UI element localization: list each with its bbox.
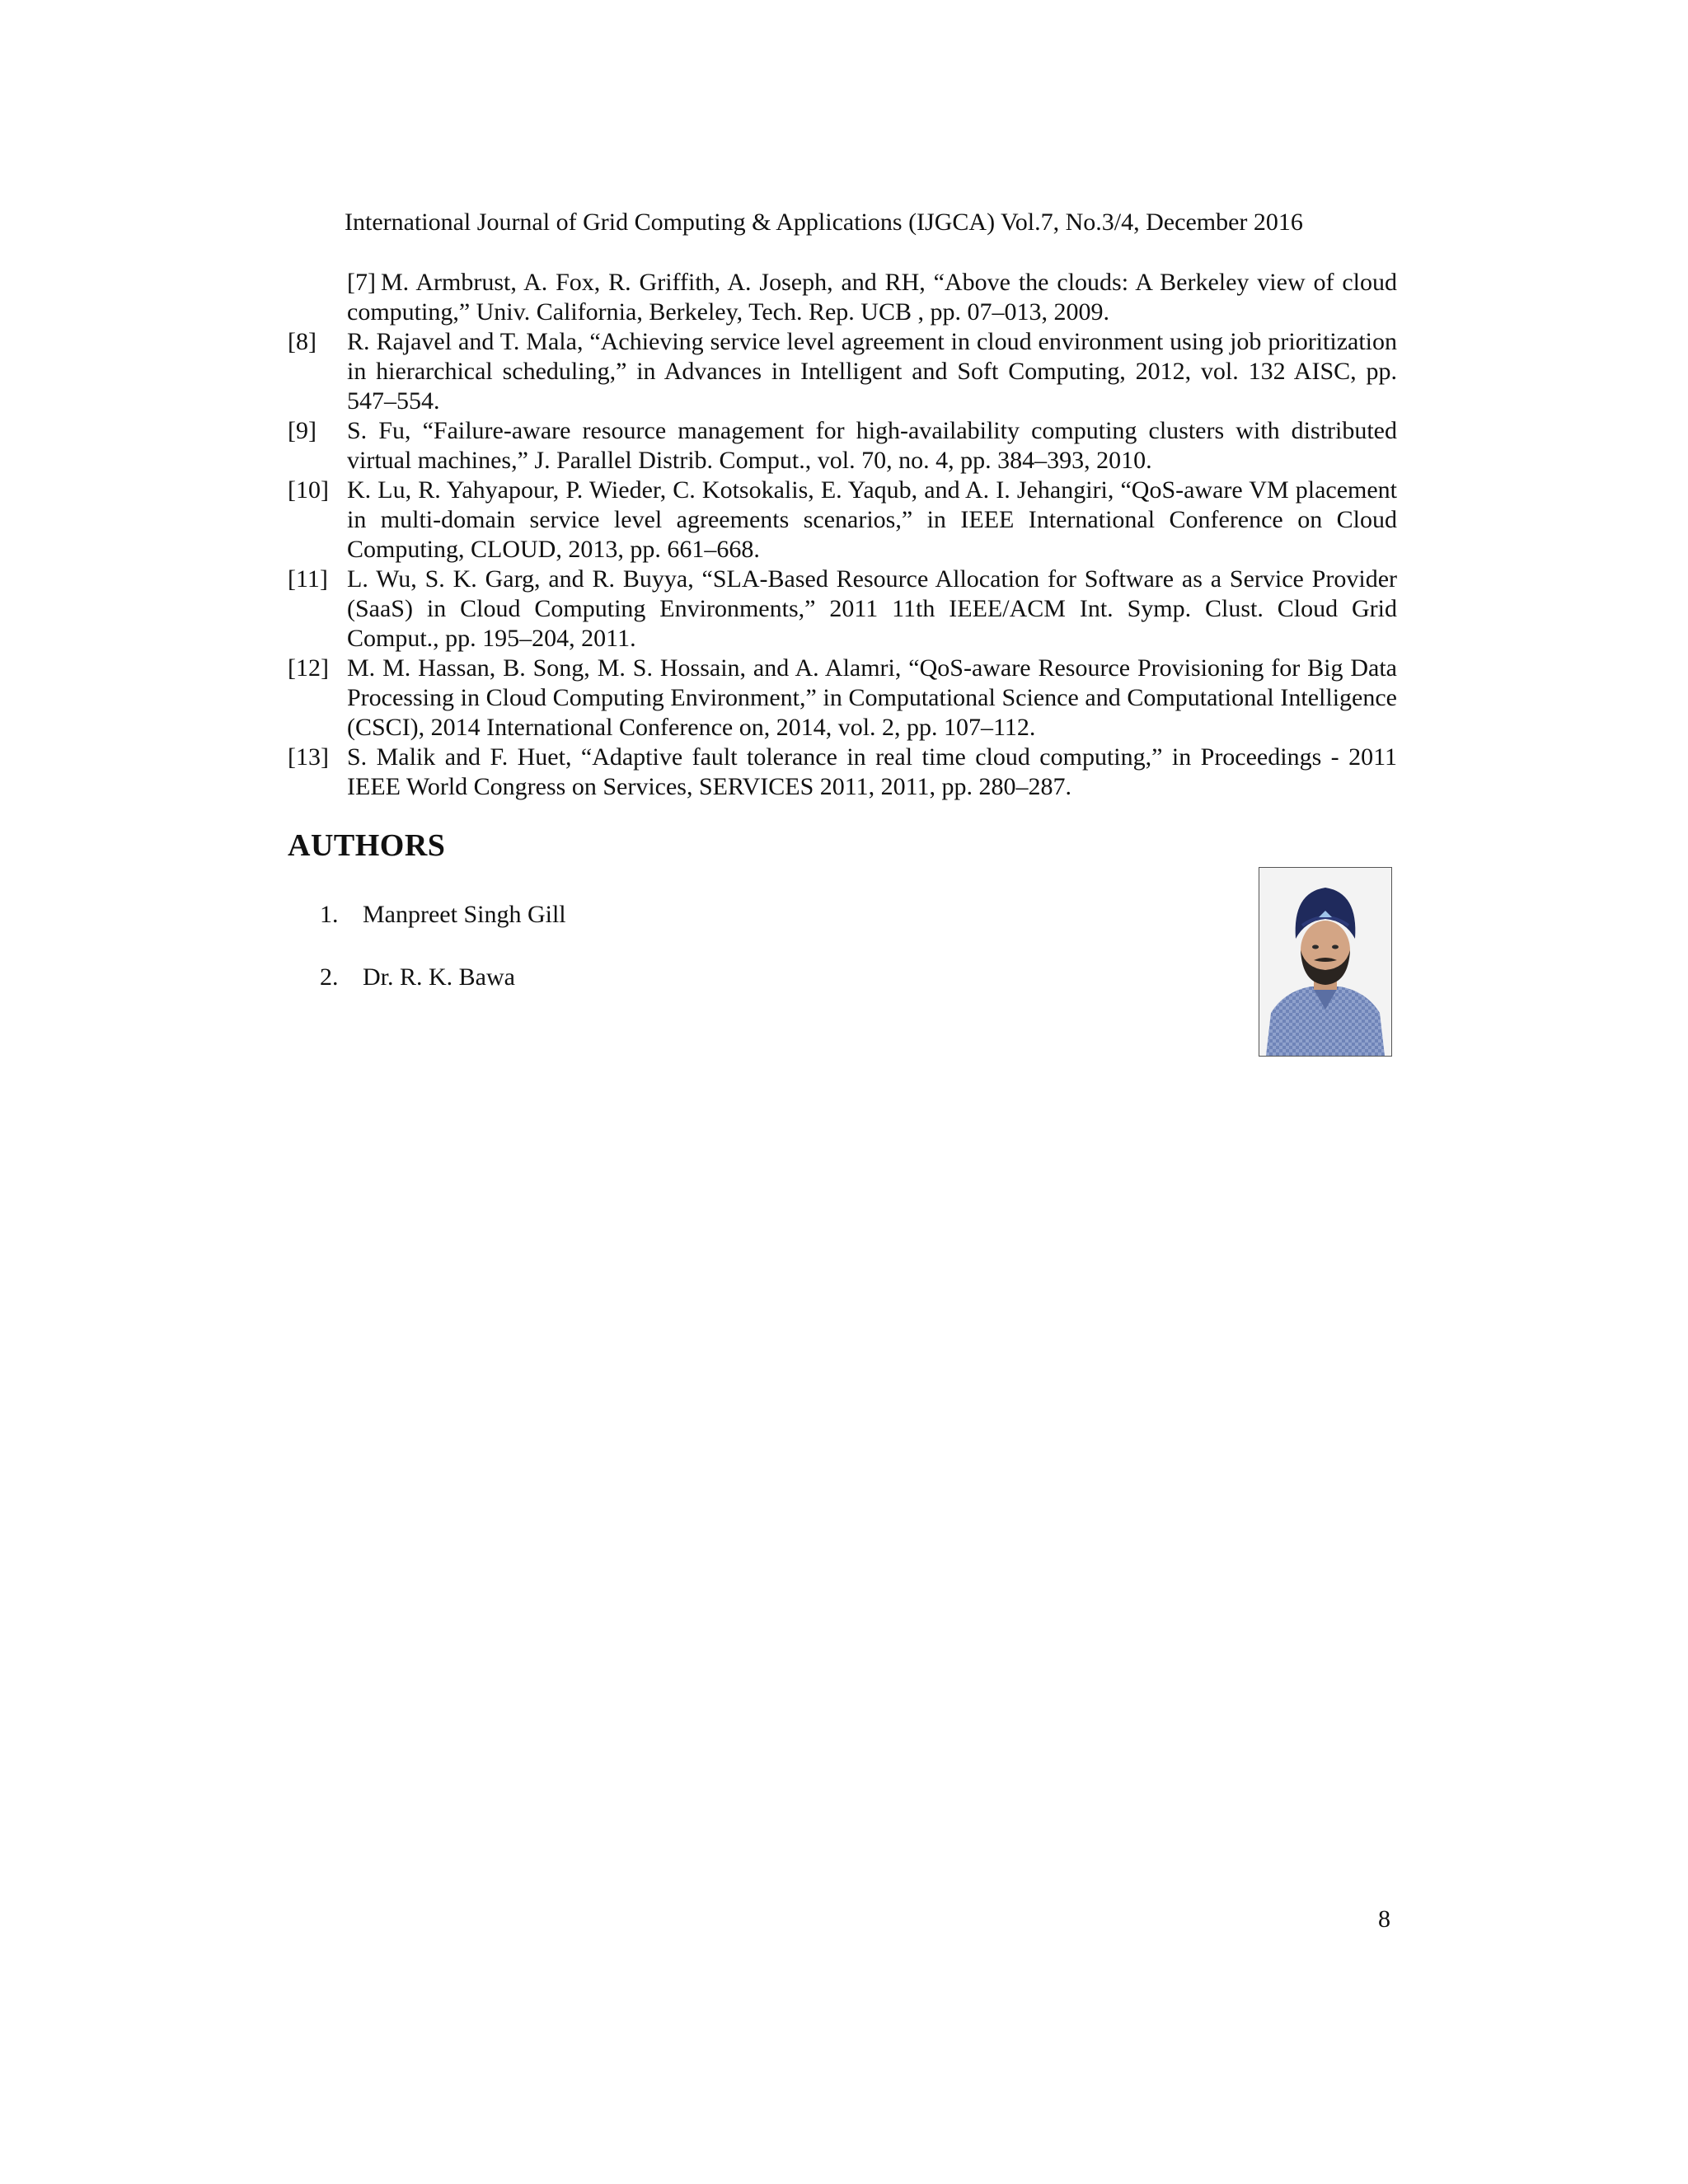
author-name: Dr. R. K. Bawa bbox=[363, 963, 515, 991]
author-name: Manpreet Singh Gill bbox=[363, 901, 566, 928]
page-number: 8 bbox=[1378, 1905, 1390, 1933]
reference-number: [12] bbox=[288, 654, 329, 682]
reference-text: L. Wu, S. K. Garg, and R. Buyya, “SLA-Based Resource Allocation for Software as a Service Provider (SaaS) in Cloud Computing Environments,” 2011 11th IEEE/ACM Int. Symp. Clust. Cloud Grid Comput., pp. 195–204, 2011. bbox=[347, 565, 1397, 652]
reference-text: S. Malik and F. Huet, “Adaptive fault tolerance in real time cloud computing,” in Proceedings - 2011 IEEE World Congress on Services, SERVICES 2011, 2011, pp. 280–287. bbox=[347, 743, 1397, 800]
portrait-icon bbox=[1259, 868, 1391, 1056]
author-photo bbox=[1259, 867, 1392, 1057]
reference-text: R. Rajavel and T. Mala, “Achieving service level agreement in cloud environment using job prioritization in hierarchical scheduling,” in Advances in Intelligent and Soft Computing, 2012, vol. 132 AISC, pp. 547–554. bbox=[347, 328, 1397, 415]
reference-number: [10] bbox=[288, 476, 329, 504]
reference-text: M. Armbrust, A. Fox, R. Griffith, A. Joseph, and RH, “Above the clouds: A Berkeley view of cloud computing,” Univ. California, Berkeley, Tech. Rep. UCB , pp. 07–013, 2009. bbox=[347, 269, 1397, 326]
reference-item bbox=[288, 654, 1397, 743]
reference-number: [8] bbox=[288, 328, 316, 355]
authors-heading: AUTHORS bbox=[288, 828, 446, 863]
reference-number: [13] bbox=[288, 743, 329, 771]
author-list bbox=[320, 898, 814, 1024]
author-item bbox=[320, 898, 814, 931]
reference-number: [9] bbox=[288, 417, 316, 444]
reference-item bbox=[288, 416, 1397, 476]
reference-number: [7] bbox=[347, 269, 376, 296]
reference-text: K. Lu, R. Yahyapour, P. Wieder, C. Kotsokalis, E. Yaqub, and A. I. Jehangiri, “QoS-aware VM placement in multi-domain service level agreements scenarios,” in IEEE International Conference on Cloud Computing, CLOUD, 2013, pp. 661–668. bbox=[347, 476, 1397, 563]
author-number: 1. bbox=[320, 901, 339, 928]
reference-text: M. M. Hassan, B. Song, M. S. Hossain, and A. Alamri, “QoS-aware Resource Provisioning for Big Data Processing in Cloud Computing Environment,” in Computational Science and Computational Intelligence (CSCI), 2014 International Conference on, 2014, vol. 2, pp. 107–112. bbox=[347, 654, 1397, 741]
reference-item bbox=[288, 327, 1397, 416]
author-number: 2. bbox=[320, 963, 339, 991]
reference-item bbox=[288, 565, 1397, 654]
author-item bbox=[320, 961, 814, 994]
reference-item bbox=[288, 743, 1397, 802]
reference-item bbox=[288, 268, 1397, 327]
reference-text: S. Fu, “Failure-aware resource management for high-availability computing clusters with distributed virtual machines,” J. Parallel Distrib. Comput., vol. 70, no. 4, pp. 384–393, 2010. bbox=[347, 417, 1397, 474]
reference-number: [11] bbox=[288, 565, 328, 593]
reference-list bbox=[288, 268, 1397, 802]
reference-item bbox=[288, 476, 1397, 565]
running-header: International Journal of Grid Computing & Applications (IJGCA) Vol.7, No.3/4, December 2016 bbox=[345, 209, 1303, 236]
